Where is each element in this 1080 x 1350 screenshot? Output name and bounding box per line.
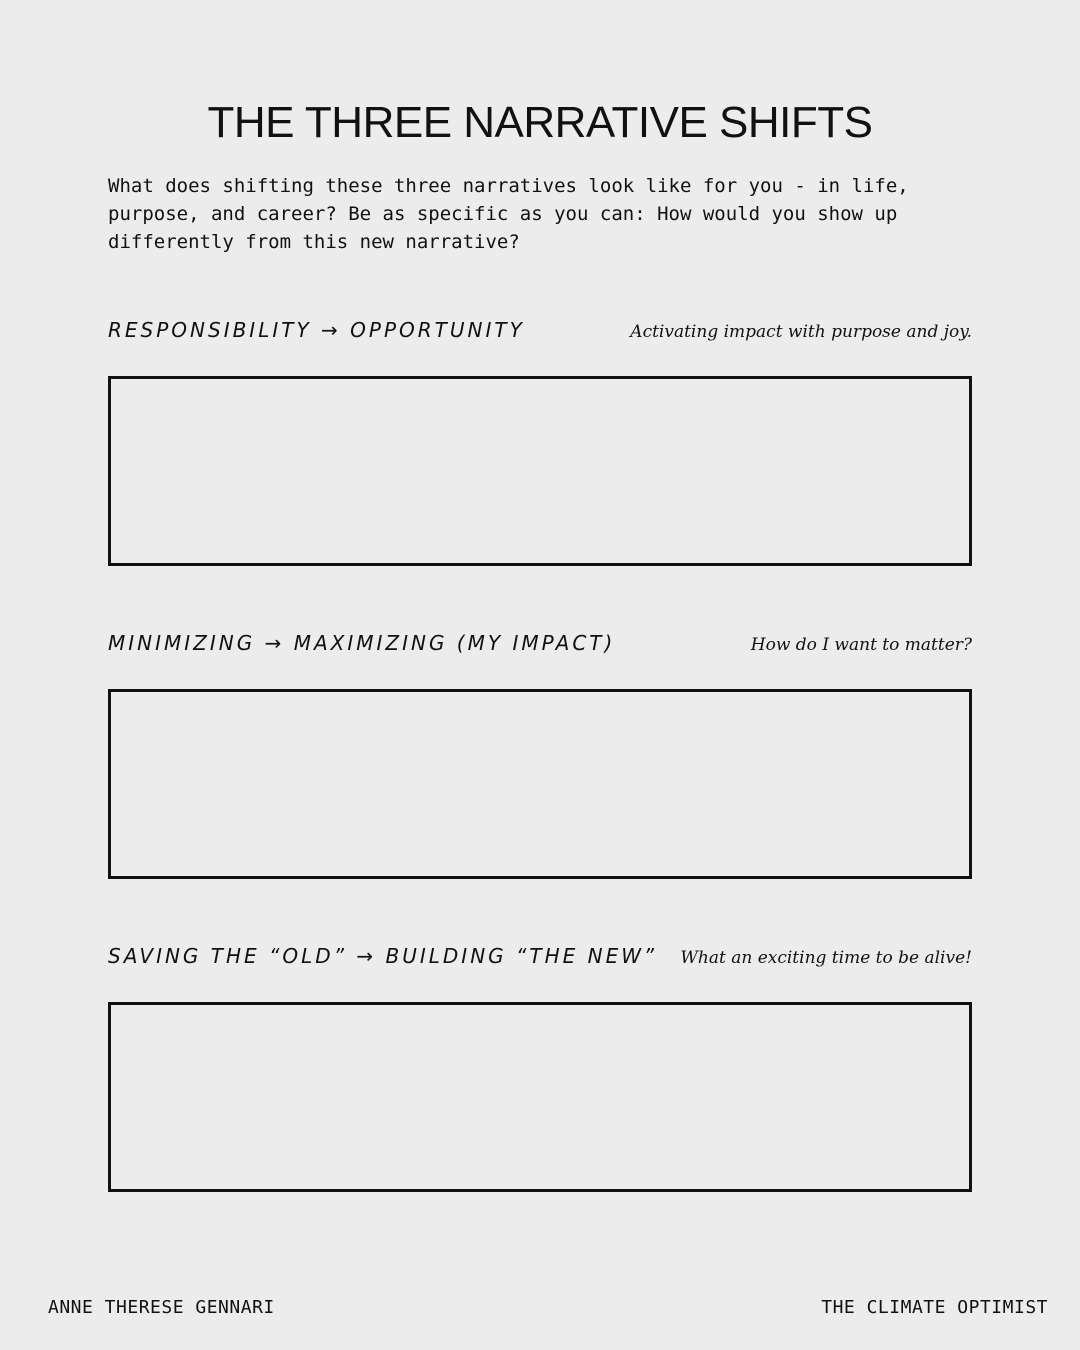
section-note-responsibility-opportunity: Activating impact with purpose and joy. [630,322,972,342]
answer-box-saving-building[interactable] [108,1002,972,1192]
page-title: THE THREE NARRATIVE SHIFTS [207,98,873,147]
answer-box-responsibility-opportunity[interactable] [108,376,972,566]
footer-brand: THE CLIMATE OPTIMIST [821,1297,1048,1318]
section-note-saving-building: What an exciting time to be alive! [680,948,972,968]
section-note-minimizing-maximizing: How do I want to matter? [750,635,972,655]
intro-text: What does shifting these three narratives look like for you - in life, purpose, and career? Be as specific as you can: How would you show up differently from this new narrative? [108,175,909,253]
section-heading-minimizing-maximizing: MINIMIZING → MAXIMIZING (MY IMPACT) [108,631,616,655]
answer-box-minimizing-maximizing[interactable] [108,689,972,879]
section-heading-saving-building: SAVING THE “OLD” → BUILDING “THE NEW” [108,944,658,968]
section-heading-responsibility-opportunity: RESPONSIBILITY → OPPORTUNITY [108,318,525,342]
footer-author: ANNE THERESE GENNARI [48,1297,275,1318]
